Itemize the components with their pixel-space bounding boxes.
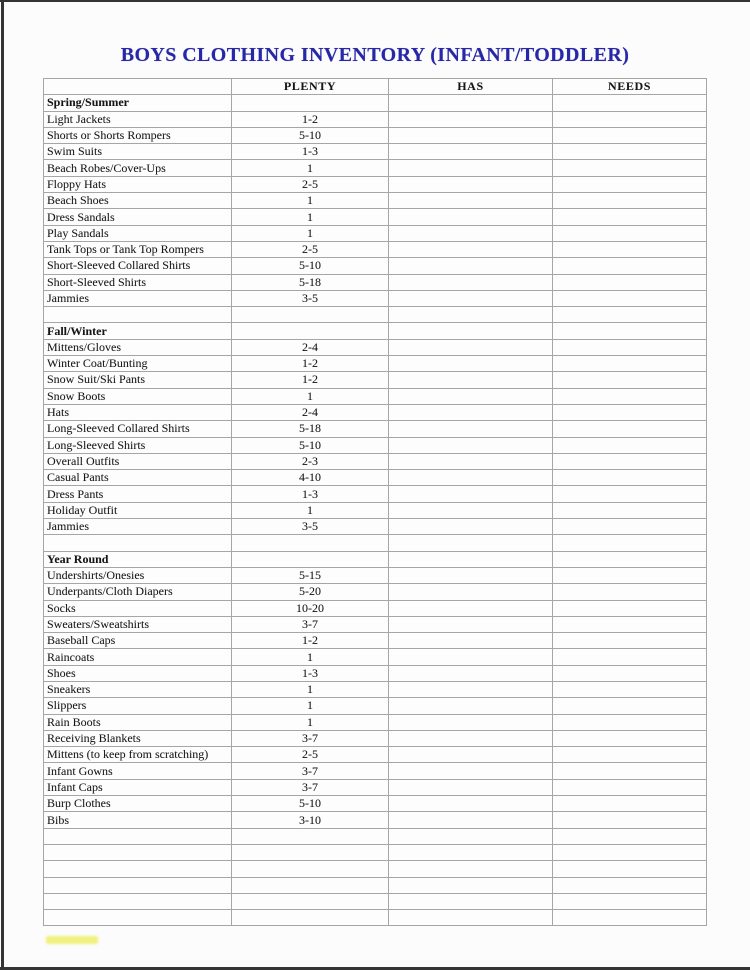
has-cell — [389, 877, 553, 893]
item-name-cell: Sweaters/Sweatshirts — [44, 616, 232, 632]
plenty-cell: 3-10 — [232, 812, 389, 828]
item-name-cell: Winter Coat/Bunting — [44, 356, 232, 372]
item-name-cell: Mittens/Gloves — [44, 339, 232, 355]
item-name-cell: Hats — [44, 404, 232, 420]
item-name-cell: Short-Sleeved Collared Shirts — [44, 258, 232, 274]
needs-cell — [553, 844, 707, 860]
needs-cell — [553, 290, 707, 306]
needs-cell — [553, 910, 707, 926]
item-name-cell: Light Jackets — [44, 111, 232, 127]
needs-cell — [553, 144, 707, 160]
plenty-cell: 2-5 — [232, 176, 389, 192]
item-row — [44, 616, 707, 632]
item-name-cell: Short-Sleeved Shirts — [44, 274, 232, 290]
plenty-cell: 1 — [232, 193, 389, 209]
has-cell — [389, 747, 553, 763]
has-cell — [389, 796, 553, 812]
item-row — [44, 127, 707, 143]
item-row — [44, 111, 707, 127]
has-cell — [389, 111, 553, 127]
needs-cell — [553, 470, 707, 486]
has-cell — [389, 649, 553, 665]
item-row — [44, 144, 707, 160]
plenty-cell: 1 — [232, 649, 389, 665]
item-name-cell: Floppy Hats — [44, 176, 232, 192]
table-header — [44, 79, 707, 95]
item-row — [44, 176, 707, 192]
has-cell — [389, 470, 553, 486]
plenty-cell: 1-3 — [232, 665, 389, 681]
has-cell — [389, 535, 553, 551]
needs-cell — [553, 828, 707, 844]
needs-cell — [553, 241, 707, 257]
item-name-cell — [44, 828, 232, 844]
item-name-cell: Snow Suit/Ski Pants — [44, 372, 232, 388]
plenty-cell: 1 — [232, 502, 389, 518]
needs-cell — [553, 747, 707, 763]
item-name-cell: Snow Boots — [44, 388, 232, 404]
table-body — [44, 95, 707, 926]
item-row — [44, 453, 707, 469]
item-name-cell — [44, 307, 232, 323]
item-name-cell — [44, 877, 232, 893]
has-cell — [389, 486, 553, 502]
plenty-cell: 5-18 — [232, 274, 389, 290]
item-row — [44, 274, 707, 290]
needs-cell — [553, 633, 707, 649]
has-cell — [389, 339, 553, 355]
column-header-plenty: PLENTY — [232, 79, 389, 95]
item-name-cell — [44, 910, 232, 926]
needs-cell — [553, 893, 707, 909]
item-name-cell: Raincoats — [44, 649, 232, 665]
plenty-cell: 1-2 — [232, 356, 389, 372]
has-cell — [389, 763, 553, 779]
item-row — [44, 372, 707, 388]
scan-border-top — [0, 0, 750, 2]
item-row — [44, 225, 707, 241]
item-row — [44, 290, 707, 306]
has-cell — [389, 144, 553, 160]
empty-row — [44, 893, 707, 909]
needs-cell — [553, 861, 707, 877]
has-cell — [389, 844, 553, 860]
item-row — [44, 258, 707, 274]
needs-cell — [553, 372, 707, 388]
plenty-cell: 1 — [232, 209, 389, 225]
needs-cell — [553, 502, 707, 518]
has-cell — [389, 519, 553, 535]
item-name-cell: Mittens (to keep from scratching) — [44, 747, 232, 763]
spacer-row — [44, 307, 707, 323]
plenty-cell — [232, 861, 389, 877]
needs-cell — [553, 339, 707, 355]
plenty-cell: 1-2 — [232, 111, 389, 127]
plenty-cell: 1 — [232, 225, 389, 241]
plenty-cell: 3-5 — [232, 290, 389, 306]
has-cell — [389, 95, 553, 111]
scan-border-left — [1, 0, 4, 970]
needs-cell — [553, 356, 707, 372]
has-cell — [389, 404, 553, 420]
item-name-cell: Infant Gowns — [44, 763, 232, 779]
empty-row — [44, 861, 707, 877]
needs-cell — [553, 160, 707, 176]
plenty-cell: 1-3 — [232, 144, 389, 160]
needs-cell — [553, 307, 707, 323]
item-row — [44, 209, 707, 225]
has-cell — [389, 209, 553, 225]
needs-cell — [553, 714, 707, 730]
plenty-cell — [232, 307, 389, 323]
item-name-cell: Bibs — [44, 812, 232, 828]
has-cell — [389, 388, 553, 404]
plenty-cell: 3-7 — [232, 763, 389, 779]
item-name-cell: Infant Caps — [44, 779, 232, 795]
column-header-needs: NEEDS — [553, 79, 707, 95]
item-name-cell: Receiving Blankets — [44, 730, 232, 746]
item-name-cell: Jammies — [44, 290, 232, 306]
needs-cell — [553, 388, 707, 404]
item-row — [44, 730, 707, 746]
plenty-cell: 1 — [232, 681, 389, 697]
has-cell — [389, 828, 553, 844]
has-cell — [389, 698, 553, 714]
needs-cell — [553, 665, 707, 681]
needs-cell — [553, 779, 707, 795]
section-header-row — [44, 95, 707, 111]
item-name-cell: Jammies — [44, 519, 232, 535]
needs-cell — [553, 209, 707, 225]
item-name-cell: Dress Sandals — [44, 209, 232, 225]
empty-row — [44, 877, 707, 893]
plenty-cell: 3-5 — [232, 519, 389, 535]
has-cell — [389, 160, 553, 176]
spacer-row — [44, 535, 707, 551]
item-row — [44, 812, 707, 828]
needs-cell — [553, 616, 707, 632]
item-row — [44, 356, 707, 372]
plenty-cell: 3-7 — [232, 730, 389, 746]
item-row — [44, 567, 707, 583]
has-cell — [389, 681, 553, 697]
item-row — [44, 665, 707, 681]
plenty-cell: 5-10 — [232, 258, 389, 274]
item-row — [44, 339, 707, 355]
item-name-cell — [44, 861, 232, 877]
column-header-item — [44, 79, 232, 95]
has-cell — [389, 893, 553, 909]
item-name-cell: Tank Tops or Tank Top Rompers — [44, 241, 232, 257]
has-cell — [389, 502, 553, 518]
has-cell — [389, 372, 553, 388]
item-row — [44, 502, 707, 518]
needs-cell — [553, 600, 707, 616]
needs-cell — [553, 111, 707, 127]
plenty-cell: 1-2 — [232, 372, 389, 388]
plenty-cell: 2-3 — [232, 453, 389, 469]
has-cell — [389, 127, 553, 143]
plenty-cell: 5-20 — [232, 584, 389, 600]
has-cell — [389, 437, 553, 453]
plenty-cell: 3-7 — [232, 779, 389, 795]
table-header-row — [44, 79, 707, 95]
plenty-cell: 5-10 — [232, 796, 389, 812]
has-cell — [389, 600, 553, 616]
plenty-cell — [232, 323, 389, 339]
column-header-has: HAS — [389, 79, 553, 95]
needs-cell — [553, 519, 707, 535]
needs-cell — [553, 730, 707, 746]
item-row — [44, 698, 707, 714]
needs-cell — [553, 258, 707, 274]
has-cell — [389, 225, 553, 241]
item-row — [44, 437, 707, 453]
item-name-cell: Holiday Outfit — [44, 502, 232, 518]
needs-cell — [553, 437, 707, 453]
needs-cell — [553, 95, 707, 111]
plenty-cell — [232, 95, 389, 111]
needs-cell — [553, 649, 707, 665]
plenty-cell: 1 — [232, 714, 389, 730]
item-name-cell: Year Round — [44, 551, 232, 567]
item-row — [44, 160, 707, 176]
item-row — [44, 796, 707, 812]
empty-row — [44, 910, 707, 926]
item-name-cell: Fall/Winter — [44, 323, 232, 339]
item-row — [44, 404, 707, 420]
needs-cell — [553, 877, 707, 893]
needs-cell — [553, 584, 707, 600]
plenty-cell: 1-2 — [232, 633, 389, 649]
needs-cell — [553, 567, 707, 583]
item-name-cell: Play Sandals — [44, 225, 232, 241]
item-name-cell: Baseball Caps — [44, 633, 232, 649]
has-cell — [389, 274, 553, 290]
has-cell — [389, 323, 553, 339]
has-cell — [389, 730, 553, 746]
needs-cell — [553, 551, 707, 567]
plenty-cell: 1-3 — [232, 486, 389, 502]
plenty-cell — [232, 551, 389, 567]
plenty-cell: 1 — [232, 388, 389, 404]
item-row — [44, 519, 707, 535]
item-row — [44, 747, 707, 763]
item-row — [44, 633, 707, 649]
needs-cell — [553, 225, 707, 241]
has-cell — [389, 779, 553, 795]
has-cell — [389, 551, 553, 567]
section-header-row — [44, 323, 707, 339]
plenty-cell: 5-10 — [232, 437, 389, 453]
empty-row — [44, 844, 707, 860]
item-name-cell: Casual Pants — [44, 470, 232, 486]
has-cell — [389, 453, 553, 469]
has-cell — [389, 356, 553, 372]
plenty-cell: 2-5 — [232, 241, 389, 257]
has-cell — [389, 193, 553, 209]
item-name-cell: Undershirts/Onesies — [44, 567, 232, 583]
item-name-cell — [44, 535, 232, 551]
has-cell — [389, 584, 553, 600]
item-row — [44, 681, 707, 697]
item-row — [44, 779, 707, 795]
item-row — [44, 600, 707, 616]
item-name-cell: Socks — [44, 600, 232, 616]
item-name-cell: Dress Pants — [44, 486, 232, 502]
item-name-cell: Long-Sleeved Collared Shirts — [44, 421, 232, 437]
has-cell — [389, 714, 553, 730]
item-row — [44, 470, 707, 486]
needs-cell — [553, 323, 707, 339]
plenty-cell: 1 — [232, 160, 389, 176]
has-cell — [389, 812, 553, 828]
needs-cell — [553, 812, 707, 828]
plenty-cell: 2-4 — [232, 339, 389, 355]
has-cell — [389, 567, 553, 583]
has-cell — [389, 290, 553, 306]
has-cell — [389, 633, 553, 649]
plenty-cell: 1 — [232, 698, 389, 714]
item-name-cell — [44, 844, 232, 860]
item-row — [44, 714, 707, 730]
item-row — [44, 388, 707, 404]
needs-cell — [553, 274, 707, 290]
has-cell — [389, 616, 553, 632]
needs-cell — [553, 193, 707, 209]
item-row — [44, 193, 707, 209]
plenty-cell: 5-18 — [232, 421, 389, 437]
needs-cell — [553, 698, 707, 714]
item-name-cell: Burp Clothes — [44, 796, 232, 812]
needs-cell — [553, 535, 707, 551]
has-cell — [389, 910, 553, 926]
item-name-cell: Sneakers — [44, 681, 232, 697]
needs-cell — [553, 763, 707, 779]
plenty-cell — [232, 893, 389, 909]
needs-cell — [553, 176, 707, 192]
plenty-cell — [232, 828, 389, 844]
has-cell — [389, 176, 553, 192]
needs-cell — [553, 453, 707, 469]
item-name-cell: Shorts or Shorts Rompers — [44, 127, 232, 143]
item-row — [44, 584, 707, 600]
plenty-cell: 2-5 — [232, 747, 389, 763]
has-cell — [389, 241, 553, 257]
plenty-cell: 3-7 — [232, 616, 389, 632]
needs-cell — [553, 404, 707, 420]
plenty-cell: 5-10 — [232, 127, 389, 143]
needs-cell — [553, 421, 707, 437]
item-name-cell: Swim Suits — [44, 144, 232, 160]
item-name-cell: Spring/Summer — [44, 95, 232, 111]
item-row — [44, 241, 707, 257]
page-title: BOYS CLOTHING INVENTORY (INFANT/TODDLER) — [120, 44, 630, 66]
item-row — [44, 649, 707, 665]
has-cell — [389, 861, 553, 877]
item-name-cell: Beach Shoes — [44, 193, 232, 209]
watermark-illegible — [46, 936, 98, 944]
needs-cell — [553, 681, 707, 697]
has-cell — [389, 307, 553, 323]
item-name-cell — [44, 893, 232, 909]
item-row — [44, 763, 707, 779]
needs-cell — [553, 127, 707, 143]
plenty-cell — [232, 910, 389, 926]
item-name-cell: Long-Sleeved Shirts — [44, 437, 232, 453]
item-name-cell: Shoes — [44, 665, 232, 681]
empty-row — [44, 828, 707, 844]
plenty-cell — [232, 844, 389, 860]
item-name-cell: Slippers — [44, 698, 232, 714]
section-header-row — [44, 551, 707, 567]
needs-cell — [553, 796, 707, 812]
item-row — [44, 421, 707, 437]
has-cell — [389, 665, 553, 681]
item-name-cell: Beach Robes/Cover-Ups — [44, 160, 232, 176]
item-name-cell: Rain Boots — [44, 714, 232, 730]
has-cell — [389, 421, 553, 437]
item-name-cell: Underpants/Cloth Diapers — [44, 584, 232, 600]
plenty-cell: 4-10 — [232, 470, 389, 486]
plenty-cell: 10-20 — [232, 600, 389, 616]
plenty-cell: 5-15 — [232, 567, 389, 583]
inventory-table — [43, 78, 707, 926]
plenty-cell — [232, 877, 389, 893]
item-row — [44, 486, 707, 502]
needs-cell — [553, 486, 707, 502]
has-cell — [389, 258, 553, 274]
plenty-cell — [232, 535, 389, 551]
item-name-cell: Overall Outfits — [44, 453, 232, 469]
plenty-cell: 2-4 — [232, 404, 389, 420]
